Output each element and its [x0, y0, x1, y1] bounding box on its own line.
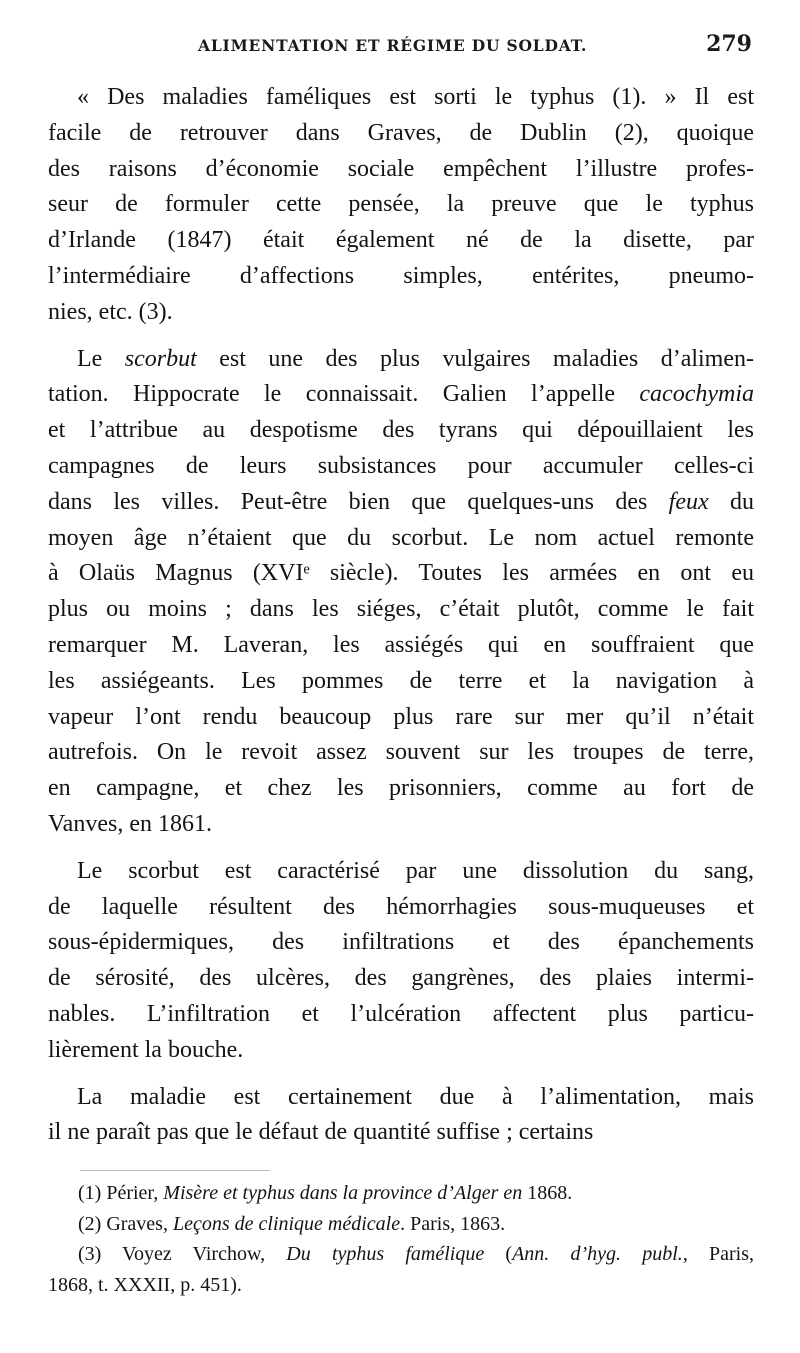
text-line: nables. L’infiltration et l’ulcération affectent plus particu-: [48, 1000, 754, 1027]
text-line: d’Irlande (1847) était également né de la disette, par: [48, 227, 754, 254]
text-line: de sérosité, des ulcères, des gangrènes, des plaies intermi-: [48, 965, 754, 992]
italic-text: cacochymia: [639, 381, 754, 408]
text-line: (2) Graves, Leçons de clinique médicale. Paris, 1863.: [78, 1212, 506, 1235]
footnote-1: [48, 1178, 754, 1209]
text-line: en campagne, et chez les prisonniers, comme au fort de: [48, 775, 754, 802]
text-line: Le scorbut est caractérisé par une dissolution du sang,: [77, 857, 754, 884]
text-line: vapeur l’ont rendu beaucoup plus rare sur mer qu’il n’était: [48, 703, 754, 730]
paragraph-4: [48, 1080, 754, 1152]
text-line: les assiégeants. Les pommes de terre et la navigation à: [48, 667, 754, 694]
running-title: ALIMENTATION ET RÉGIME DU SOLDAT.: [198, 36, 588, 55]
text-line: l’intermédiaire d’affections simples, entérites, pneumo-: [48, 262, 754, 289]
text-line: il ne paraît pas que le défaut de quantité suffise ; certains: [48, 1119, 594, 1146]
paragraph-2: [48, 342, 754, 843]
text-line: nies, etc. (3).: [48, 298, 173, 325]
text-line: à Olaüs Magnus (XVIᵉ siècle). Toutes les armées en ont eu: [48, 560, 754, 587]
paragraph-1: [48, 80, 754, 331]
text-line: sous-épidermiques, des infiltrations et des épanchements: [48, 929, 754, 956]
text-line: de laquelle résultent des hémorrhagies sous-muqueuses et: [48, 893, 754, 920]
text-line: dans les villes. Peut-être bien que quelques-uns des feux du: [48, 488, 755, 515]
footnote-3: [48, 1239, 754, 1300]
italic-text: Leçons de clinique médicale: [172, 1212, 401, 1235]
text-line: et l’attribue au despotisme des tyrans qui dépouillaient les: [48, 417, 754, 444]
italic-text: Du typhus famélique: [286, 1243, 485, 1265]
text-line: tation. Hippocrate le connaissait. Galien l’appelle cacochymia: [48, 381, 754, 408]
text-line: « Des maladies faméliques est sorti le typhus (1). » Il est: [77, 84, 754, 110]
italic-text: Misère et typhus dans la province d’Alger en: [163, 1182, 523, 1204]
text-line: 1868, t. XXXII, p. 451).: [48, 1273, 242, 1296]
text-line: Vanves, en 1861.: [48, 810, 212, 837]
text-line: campagnes de leurs subsistances pour accumuler celles-ci: [48, 452, 754, 479]
text-line: (3) Voyez Virchow, Du typhus famélique (Ann. d’hyg. publ., Paris,: [78, 1243, 755, 1265]
footnote-separator: [80, 1170, 270, 1171]
italic-text: scorbut: [124, 345, 197, 372]
italic-text: Ann. d’hyg. publ.: [512, 1243, 683, 1265]
text-line: lièrement la bouche.: [48, 1036, 244, 1063]
running-head: [0, 32, 800, 80]
text-line: des raisons d’économie sociale empêchent l’illustre profes-: [48, 155, 754, 182]
text-line: autrefois. On le revoit assez souvent sur les troupes de terre,: [48, 739, 754, 766]
text-line: La maladie est certainement due à l’alimentation, mais: [77, 1083, 754, 1110]
text-line: plus ou moins ; dans les siéges, c’était plutôt, comme le fait: [48, 596, 754, 623]
text-line: moyen âge n’étaient que du scorbut. Le nom actuel remonte: [48, 524, 754, 551]
text-line: Le scorbut est une des plus vulgaires maladies d’alimen-: [77, 345, 754, 372]
footnote-2: [48, 1209, 754, 1240]
italic-text: feux: [668, 488, 709, 515]
text-line: remarquer M. Laveran, les assiégés qui en souffraient que: [48, 631, 754, 658]
body-text: [48, 80, 754, 1151]
page-number: 279: [706, 31, 752, 57]
footnotes: [48, 1178, 754, 1300]
text-line: seur de formuler cette pensée, la preuve que le typhus: [48, 191, 754, 218]
paragraph-3: [48, 854, 754, 1069]
text-line: (1) Périer, Misère et typhus dans la province d’Alger en 1868.: [78, 1182, 573, 1204]
text-line: facile de retrouver dans Graves, de Dublin (2), quoique: [48, 119, 754, 146]
